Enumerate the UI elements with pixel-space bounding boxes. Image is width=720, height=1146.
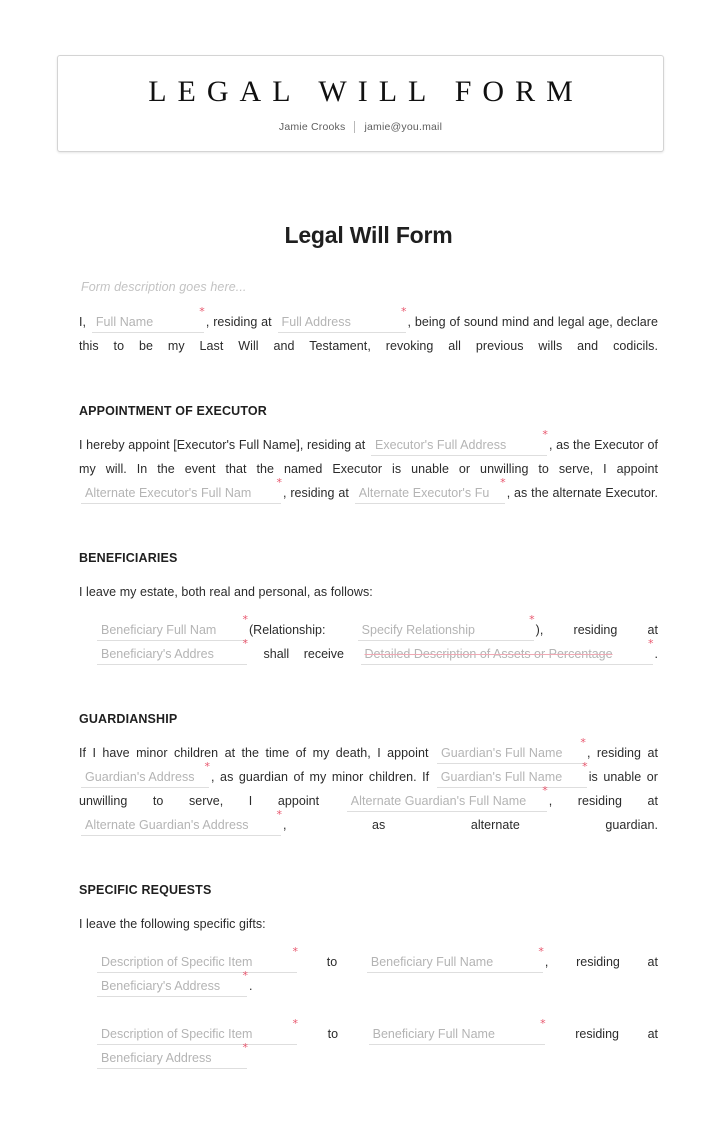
guardian-name-field[interactable]: Guardian's Full Name * (437, 744, 585, 764)
guardianship-text-2: , residing at (586, 746, 658, 760)
required-asterisk: * (540, 1017, 546, 1030)
form-description: Form description goes here... (81, 280, 247, 294)
executor-text-4: , as the alternate Executor. (506, 486, 658, 500)
beneficiary-address-field[interactable]: Beneficiary's Addres * (97, 645, 247, 665)
guardianship-text-6: , (283, 818, 287, 832)
full-name-field[interactable]: Full Name * (92, 313, 204, 333)
alternate-guardian-name-field[interactable]: Alternate Guardian's Full Name * (347, 792, 547, 812)
required-asterisk: * (529, 613, 535, 626)
required-asterisk: * (204, 760, 210, 773)
beneficiaries-text-6: . (654, 647, 658, 661)
required-asterisk: * (648, 637, 654, 650)
specific-item-field-2[interactable]: Description of Specific Item * (97, 1025, 297, 1045)
beneficiaries-field-block (79, 613, 658, 690)
specific-beneficiary-address-field-2[interactable]: Beneficiary Address * (97, 1049, 247, 1069)
required-asterisk: * (276, 808, 282, 821)
specific-request-row (79, 945, 658, 1022)
beneficiaries-text-4: shall (263, 647, 290, 661)
alternate-executor-name-field[interactable]: Alternate Executor's Full Nam * (81, 484, 281, 504)
letterhead-card (57, 55, 664, 152)
specific-request-period: . (249, 979, 253, 993)
guardian-address-field[interactable]: Guardian's Address * (81, 768, 209, 788)
alternate-guardian-address-field[interactable]: Alternate Guardian's Address * (81, 816, 281, 836)
required-asterisk: * (542, 784, 548, 797)
letterhead-title: LEGAL WILL FORM (148, 74, 584, 108)
required-asterisk: * (276, 476, 282, 489)
letterhead-meta (279, 121, 442, 133)
section-heading-guardianship: GUARDIANSHIP (79, 712, 178, 726)
beneficiary-assets-field[interactable]: Detailed Description of Assets or Percentage * (361, 645, 653, 665)
letterhead-author: Jamie Crooks (278, 120, 346, 133)
page-title: Legal Will Form (284, 222, 453, 248)
required-asterisk: * (242, 613, 248, 626)
specific-request-comma: , (544, 955, 549, 969)
intro-text-2: , residing at (205, 315, 272, 329)
specific-request-to-label: to (326, 955, 338, 969)
required-asterisk: * (580, 736, 586, 749)
specific-requests-lead: I leave the following specific gifts: (79, 917, 266, 931)
required-asterisk: * (500, 476, 506, 489)
guardianship-text-1: If I have minor children at the time of my death, I appoint (79, 746, 429, 760)
executor-text-3: , residing at (283, 486, 349, 500)
specific-beneficiary-field-2[interactable]: Beneficiary Full Name * (369, 1025, 545, 1045)
beneficiaries-text-5: receive (303, 647, 345, 661)
required-asterisk: * (242, 637, 248, 650)
specific-request-row (79, 1017, 658, 1094)
executor-address-field[interactable]: Executor's Full Address * (371, 436, 547, 456)
required-asterisk: * (538, 945, 544, 958)
specific-item-field[interactable]: Description of Specific Item * (97, 953, 297, 973)
intro-paragraph (79, 305, 658, 382)
executor-paragraph (79, 428, 658, 529)
required-asterisk: * (542, 428, 548, 441)
intro-text-1: I, (79, 315, 87, 329)
executor-text-1: I hereby appoint [Executor's Full Name], residing at (79, 438, 366, 452)
beneficiary-name-field[interactable]: Beneficiary Full Nam * (97, 621, 247, 641)
specific-request-residing-label-2: residing at (575, 1027, 658, 1041)
beneficiary-relationship-field[interactable]: Specify Relationship * (358, 621, 534, 641)
required-asterisk: * (292, 945, 298, 958)
section-heading-specific-requests: SPECIFIC REQUESTS (79, 883, 212, 897)
guardianship-text-7: as alternate guardian. (372, 818, 658, 832)
specific-beneficiary-address-field[interactable]: Beneficiary's Address * (97, 977, 247, 997)
intro-text-3: , being of sound mind and legal age, declare this to be my Last Will and Testament, revoking all previous wills and codicils. (79, 315, 658, 353)
guardianship-text-5: , residing at (548, 794, 659, 808)
section-heading-executor: APPOINTMENT OF EXECUTOR (79, 404, 267, 418)
required-asterisk: * (400, 305, 407, 318)
beneficiaries-text-1: (Relationship: (249, 623, 326, 637)
section-heading-beneficiaries: BENEFICIARIES (79, 551, 178, 565)
form-document (0, 222, 720, 1094)
alternate-executor-address-field[interactable]: Alternate Executor's Fu * (355, 484, 505, 504)
letterhead-separator-icon (354, 121, 355, 133)
specific-beneficiary-field[interactable]: Beneficiary Full Name * (367, 953, 543, 973)
executor-text-2: , as the Executor of my will. In the event that the named Executor is unable or unwilling to serve, I appoint (79, 438, 658, 476)
beneficiaries-text-2: ), (535, 623, 544, 637)
guardianship-text-4: is unable or unwilling to serve, I appoint (79, 770, 658, 808)
required-asterisk: * (242, 969, 248, 982)
required-asterisk: * (242, 1041, 248, 1054)
specific-request-to-label-2: to (327, 1027, 339, 1041)
required-asterisk: * (582, 760, 588, 773)
required-asterisk: * (292, 1017, 298, 1030)
letterhead-email: jamie@you.mail (364, 120, 443, 133)
beneficiaries-lead: I leave my estate, both real and personal, as follows: (79, 585, 373, 599)
guardianship-text-3: , as guardian of my minor children. If (211, 770, 430, 784)
required-asterisk: * (199, 305, 205, 318)
full-address-field[interactable]: Full Address * (278, 313, 406, 333)
beneficiaries-text-3: residing at (573, 623, 658, 637)
guardian-name-field-2[interactable]: Guardian's Full Name * (437, 768, 587, 788)
specific-request-residing-label: residing at (576, 955, 658, 969)
guardianship-paragraph (79, 736, 659, 861)
